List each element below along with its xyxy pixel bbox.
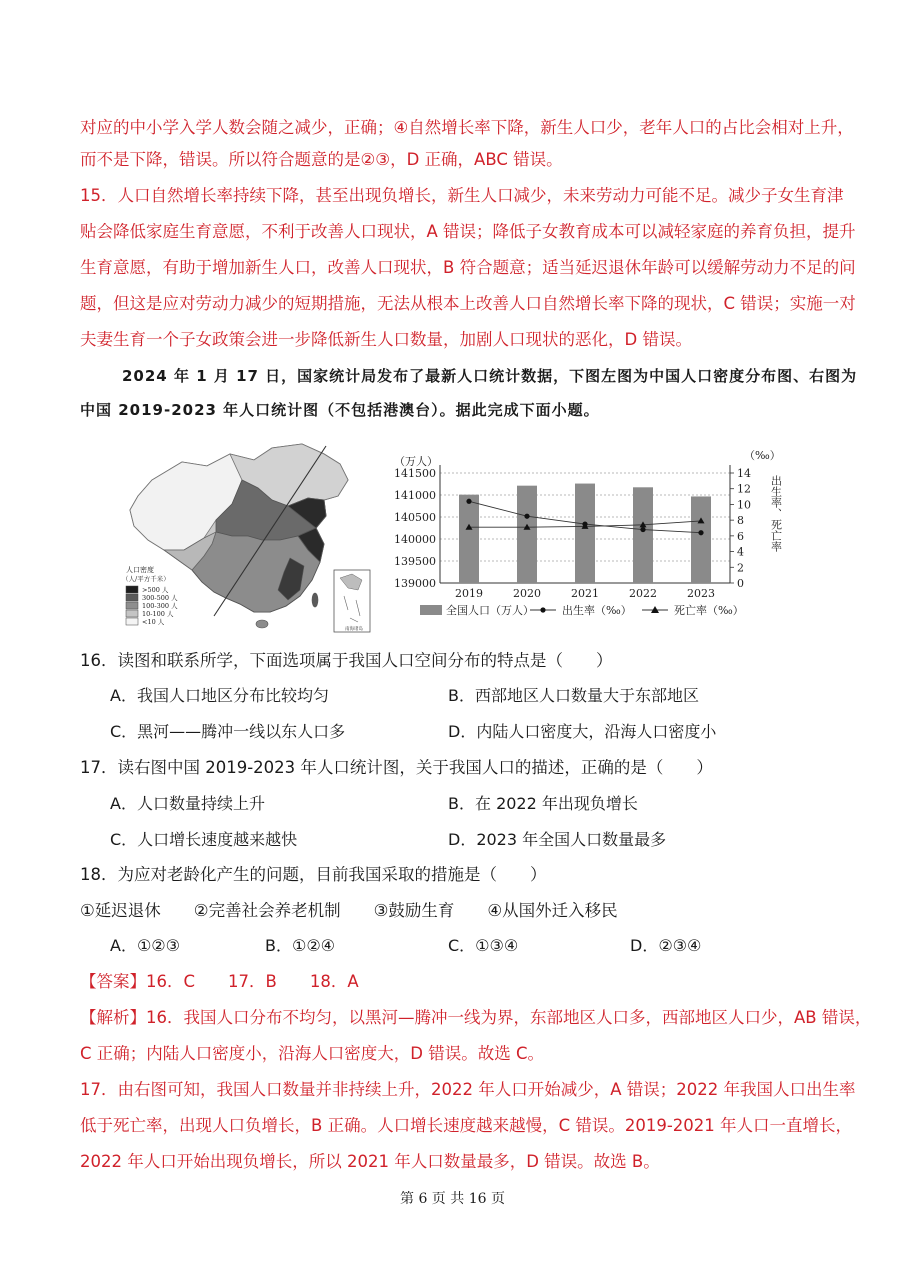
q17-option-d: D．2023 年全国人口数量最多 (448, 830, 667, 849)
q17-option-a: A．人口数量持续上升 (110, 794, 265, 813)
birth-rate-point-2023 (698, 530, 703, 535)
legend-swatch-1 (126, 594, 138, 601)
map-legend-title: 人口密度 (126, 566, 154, 574)
q16-option-b: B．西部地区人口数量大于东部地区 (448, 686, 699, 705)
legend-swatch-4 (126, 618, 138, 625)
q16-option-c: C．黑河——腾冲一线以东人口多 (110, 722, 346, 741)
legend-swatch-2 (126, 602, 138, 609)
q16-option-a: A．我国人口地区分布比较均匀 (110, 686, 329, 705)
legend-label-2: 100-300 人 (142, 602, 178, 610)
y2-tick-6: 2 (737, 561, 744, 575)
analysis-line-5: 2022 年人口开始出现负增长，所以 2021 年人口数量最多，D 错误。故选 B。 (80, 1152, 660, 1171)
bar-2019 (459, 495, 479, 583)
analysis-line-2: C 正确；内陆人口密度小，沿海人口密度大，D 错误。故选 C。 (80, 1044, 544, 1063)
q17-stem: 17．读右图中国 2019-2023 年人口统计图，关于我国人口的描述，正确的是（ ） (80, 758, 713, 777)
answer-line: 【答案】16．C 17．B 18．A (80, 972, 359, 991)
prev-analysis-line-2: 而不是下降，错误。所以符合题意的是②③，D 正确，ABC 错误。 (80, 150, 563, 169)
bar-2022 (633, 487, 653, 583)
y-tick-0: 141500 (394, 467, 436, 480)
legend-population: 全国人口（万人） (446, 604, 534, 617)
y2-tick-3: 8 (737, 514, 744, 528)
analysis-line-4: 低于死亡率，出现人口负增长，B 正确。人口增长速度越来越慢，C 错误。2019-2021 年人口一直增长， (80, 1116, 853, 1135)
legend-label-1: 300-500 人 (142, 594, 178, 602)
y2-tick-0: 14 (737, 467, 751, 480)
q18-items: ①延迟退休 ②完善社会养老机制 ③鼓励生育 ④从国外迁入移民 (80, 901, 618, 920)
bar-2023 (691, 496, 711, 583)
legend-birth-marker (540, 607, 545, 612)
q16-option-d: D．内陆人口密度大，沿海人口密度小 (448, 722, 717, 741)
intro-line-2: 中国 2019-2023 年人口统计图（不包括港澳台）。据此完成下面小题。 (80, 401, 600, 419)
y-axis-label: （万人） (394, 455, 438, 468)
map-legend-unit: （人/平方千米） (122, 575, 170, 583)
legend-bar-swatch (420, 605, 442, 615)
x-tick-2023: 2023 (687, 587, 715, 600)
population-chart (380, 445, 790, 635)
y-tick-5: 139000 (394, 577, 436, 590)
legend-swatch-3 (126, 610, 138, 617)
q16-stem: 16．读图和联系所学，下面选项属于我国人口空间分布的特点是（ ） (80, 651, 613, 670)
y-tick-2: 140500 (394, 511, 436, 524)
q15-analysis-line-2: 贴会降低家庭生育意愿，不利于改善人口现状，A 错误；降低子女教育成本可以减轻家庭的养育负担，提升 (80, 222, 856, 241)
x-tick-2019: 2019 (455, 587, 483, 600)
q18-option-c: C．①③④ (448, 936, 519, 955)
population-density-map (112, 440, 374, 636)
hainan-island (256, 620, 268, 628)
birth-rate-point-2022 (640, 527, 645, 532)
legend-label-3: 10-100 人 (142, 610, 174, 618)
analysis-line-3: 17．由右图可知，我国人口数量并非持续上升，2022 年人口开始减少，A 错误；2022 年我国人口出生率 (80, 1080, 856, 1099)
legend-label-0: >500 人 (142, 586, 169, 594)
page-footer: 第 6 页 共 16 页 (400, 1191, 505, 1207)
taiwan-island (312, 593, 318, 607)
y2-axis-label: 出生率、死亡率 (769, 475, 783, 552)
q18-option-a: A．①②③ (110, 936, 180, 955)
y-tick-3: 140000 (394, 533, 436, 546)
q15-analysis-line-4: 题，但这是应对劳动力减少的短期措施，无法从根本上改善人口自然增长率下降的现状，C 错误；实施一对 (80, 294, 856, 313)
x-tick-2022: 2022 (629, 587, 657, 600)
map-legend (126, 585, 178, 626)
q18-stem: 18．为应对老龄化产生的问题，目前我国采取的措施是（ ） (80, 865, 547, 884)
intro-line-1: 2024 年 1 月 17 日，国家统计局发布了最新人口统计数据，下图左图为中国人口密度分布图、右图为 (122, 367, 858, 385)
q15-analysis-line-3: 生育意愿，有助于增加新生人口，改善人口现状，B 符合题意；适当延迟退休年龄可以缓解劳动力不足的问 (80, 258, 856, 277)
y2-tick-4: 6 (737, 529, 744, 543)
q18-option-d: D．②③④ (630, 936, 702, 955)
q17-option-c: C．人口增长速度越来越快 (110, 830, 298, 849)
prev-analysis-line-1: 对应的中小学入学人数会随之减少，正确；④自然增长率下降，新生人口少，老年人口的占比会相对上升， (80, 118, 854, 137)
y-tick-1: 141000 (394, 489, 436, 502)
legend-birth-rate: 出生率（‰） (562, 604, 632, 617)
q15-analysis-line-1: 15．人口自然增长率持续下降，甚至出现负增长，新生人口减少，未来劳动力可能不足。减少子女生育津 (80, 186, 844, 205)
x-tick-2021: 2021 (571, 587, 599, 600)
birth-rate-point-2019 (466, 499, 471, 504)
x-tick-2020: 2020 (513, 587, 541, 600)
q17-option-b: B．在 2022 年出现负增长 (448, 794, 638, 813)
y2-tick-2: 10 (737, 498, 751, 512)
y-tick-4: 139500 (394, 555, 436, 568)
q15-analysis-line-5: 夫妻生育一个子女政策会进一步降低新生人口数量，加剧人口现状的恶化，D 错误。 (80, 330, 692, 349)
y2-tick-1: 12 (737, 482, 751, 496)
legend-death-rate: 死亡率（‰） (674, 604, 744, 617)
inset-label: 南海诸岛 (345, 627, 363, 632)
bar-2020 (517, 486, 537, 583)
y2-tick-7: 0 (737, 577, 744, 590)
birth-rate-point-2020 (524, 514, 529, 519)
q18-option-b: B．①②④ (265, 936, 336, 955)
legend-swatch-0 (126, 586, 138, 593)
analysis-line-1: 【解析】16．我国人口分布不均匀，以黑河—腾冲一线为界，东部地区人口多，西部地区人口少，AB 错误， (80, 1008, 872, 1027)
y2-tick-5: 4 (737, 545, 744, 559)
y2-unit-label: （‰） (744, 449, 781, 462)
legend-label-4: <10 人 (142, 618, 165, 626)
bar-2021 (575, 484, 595, 583)
